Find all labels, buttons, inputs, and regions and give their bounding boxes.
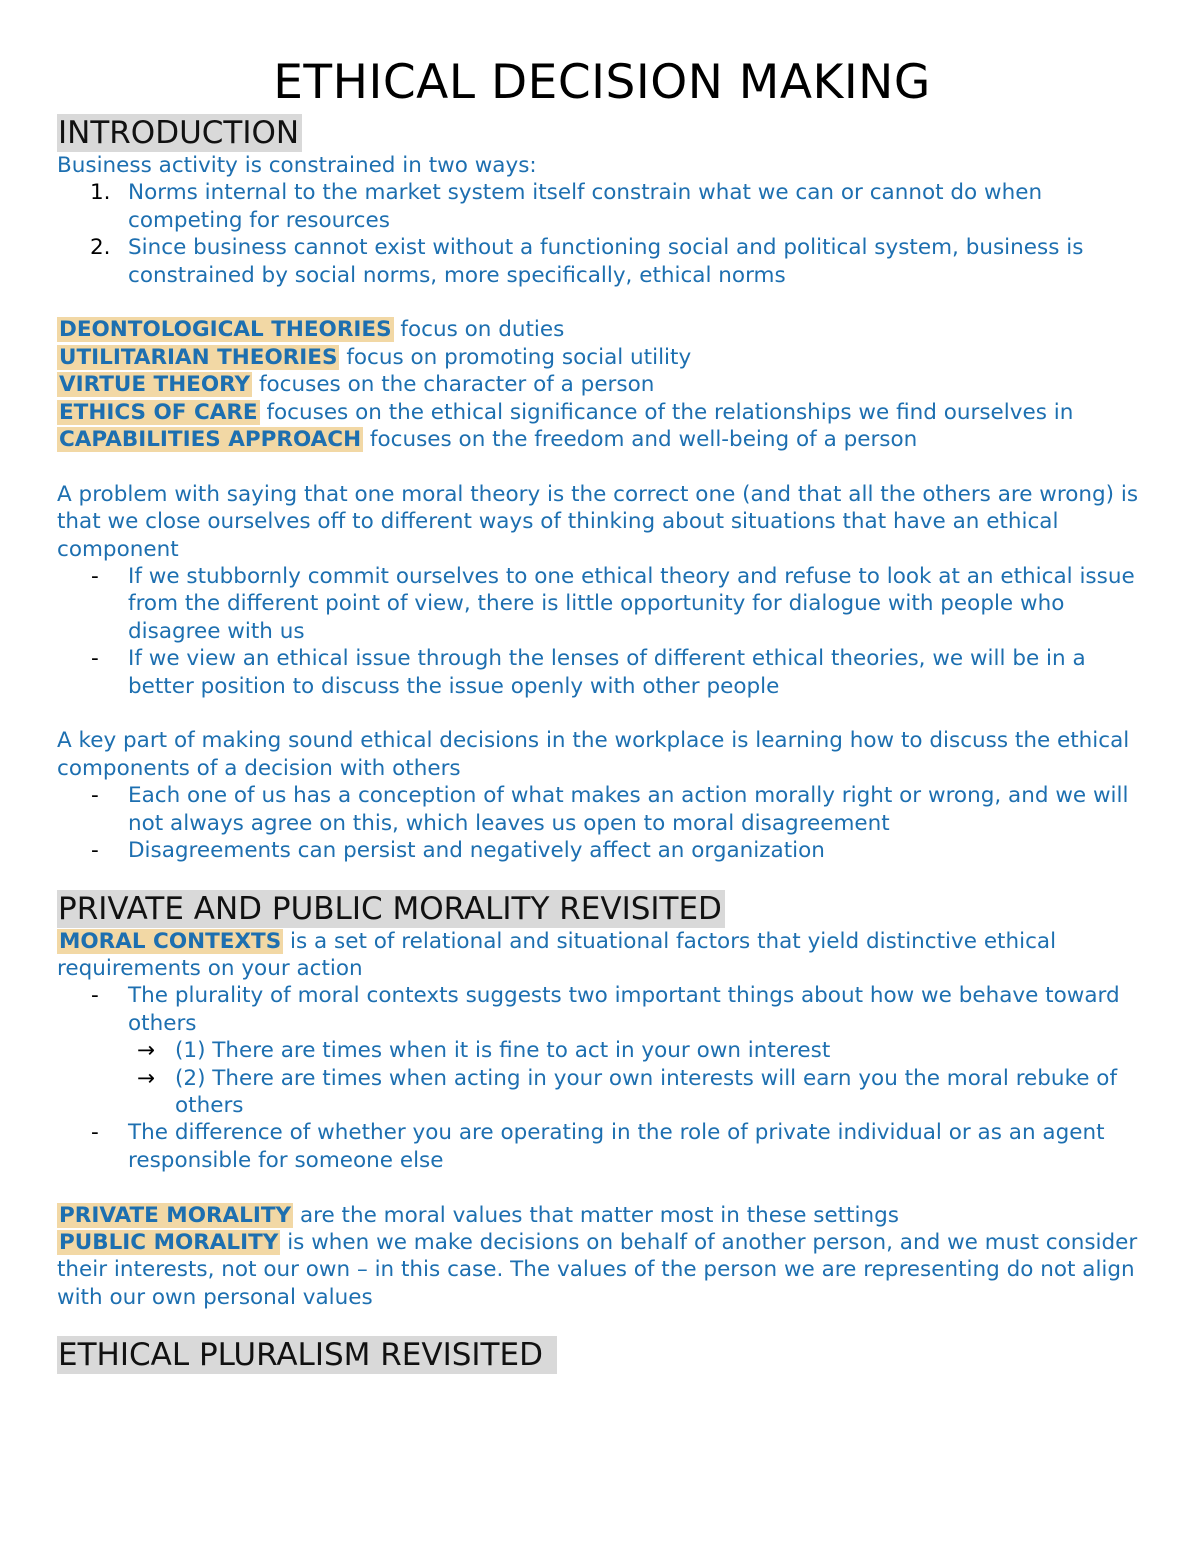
list-item-text: Disagreements can persist and negatively affect an organization: [128, 838, 825, 864]
problem-bullets: [57, 563, 1147, 700]
term-highlight: VIRTUE THEORY: [59, 372, 251, 398]
theory-definition: [57, 371, 1147, 398]
list-item: [57, 782, 1147, 837]
term-highlight: DEONTOLOGICAL THEORIES: [59, 317, 392, 343]
intro-lead: Business activity is constrained in two ways:: [57, 153, 537, 178]
term-highlight: MORAL CONTEXTS: [59, 928, 282, 954]
list-item-text: The difference of whether you are operating in the role of private individual or as an agent responsible for someone else: [128, 1120, 1105, 1173]
key-bullets: [57, 782, 1147, 864]
list-item-text: Norms internal to the market system itself constrain what we can or cannot do when competing for resources: [128, 180, 1043, 233]
arrow-icon: →: [137, 1065, 156, 1091]
term-description: focuses on the character of a person: [252, 372, 655, 398]
key-part-paragraph: A key part of making sound ethical decisions in the workplace is learning how to discuss the ethical components of a decision with others: [57, 728, 1130, 781]
term-description: is when we make decisions on behalf of another person, and we must consider their interests, not our own – in this case. The values of the person we are representing do not align with our own personal values: [57, 1229, 1138, 1310]
list-number: 1.: [90, 180, 111, 206]
moral-contexts-bullets-2: [57, 1119, 1147, 1174]
theory-definition: [57, 399, 1147, 426]
term-description: focuses on the freedom and well-being of a person: [363, 427, 918, 453]
list-item: [57, 645, 1147, 700]
dash-marker: -: [91, 983, 99, 1009]
constraints-list: [57, 179, 1147, 289]
dash-marker: -: [91, 646, 99, 672]
theory-definition: [57, 426, 1147, 453]
list-item-text: If we stubbornly commit ourselves to one ethical theory and refuse to look at an ethical issue from the different point of view, there is little opportunity for dialogue with people who disagree with us: [128, 564, 1135, 644]
term-highlight: PUBLIC MORALITY: [59, 1229, 279, 1255]
term-highlight: PRIVATE MORALITY: [59, 1202, 292, 1228]
theory-definition: [57, 344, 1147, 371]
term-description: focuses on the ethical significance of the relationships we find ourselves in: [259, 399, 1074, 425]
list-item: [57, 563, 1147, 645]
section-heading-private-public: PRIVATE AND PUBLIC MORALITY REVISITED: [57, 890, 725, 928]
arrow-icon: →: [137, 1038, 156, 1064]
term-description: are the moral values that matter most in these settings: [293, 1202, 900, 1228]
page-title: ETHICAL DECISION MAKING: [273, 55, 931, 110]
list-item-text: (1) There are times when it is fine to act in your own interest: [175, 1038, 831, 1064]
arrow-sub-bullets: [57, 1037, 1147, 1119]
list-item: [57, 1065, 1147, 1120]
dash-marker: -: [91, 838, 99, 864]
term-description: focus on duties: [393, 317, 565, 343]
list-item-text: The plurality of moral contexts suggests two important things about how we behave toward others: [128, 983, 1120, 1036]
problem-paragraph: A problem with saying that one moral theory is the correct one (and that all the others are wrong) is that we close ourselves off to different ways of thinking about situations that have an ethical component: [57, 481, 1139, 562]
list-item: [57, 234, 1147, 289]
list-item-text: Since business cannot exist without a functioning social and political system, business is constrained by social norms, more specifically, ethical norms: [128, 235, 1084, 288]
dash-marker: -: [91, 564, 99, 590]
term-description: is a set of relational and situational factors that yield distinctive ethical requirements on your action: [57, 928, 1057, 981]
document-content: [57, 52, 1147, 1374]
term-highlight: UTILITARIAN THEORIES: [59, 344, 338, 370]
section-heading-pluralism: ETHICAL PLURALISM REVISITED: [57, 1336, 557, 1374]
moral-contexts-bullets: [57, 982, 1147, 1037]
list-item: [57, 837, 1147, 864]
dash-marker: -: [91, 1120, 99, 1146]
list-item-text: If we view an ethical issue through the lenses of different ethical theories, we will be in a better position to discuss the issue openly with other people: [128, 646, 1086, 699]
list-item: [57, 982, 1147, 1037]
list-item-text: (2) There are times when acting in your own interests will earn you the moral rebuke of others: [175, 1065, 1118, 1118]
list-item: [57, 179, 1147, 234]
list-item: [57, 1119, 1147, 1174]
list-item: [57, 1037, 1147, 1064]
section-heading-introduction: INTRODUCTION: [57, 114, 302, 152]
private-morality-definition: [57, 1202, 1147, 1229]
term-description: focus on promoting social utility: [339, 344, 692, 370]
dash-marker: -: [91, 783, 99, 809]
public-morality-definition: [57, 1229, 1147, 1311]
list-number: 2.: [90, 235, 111, 261]
term-highlight: CAPABILITIES APPROACH: [59, 427, 362, 453]
term-highlight: ETHICS OF CARE: [59, 399, 258, 425]
moral-contexts-definition: [57, 928, 1147, 983]
theory-definition: [57, 316, 1147, 343]
list-item-text: Each one of us has a conception of what makes an action morally right or wrong, and we will not always agree on this, which leaves us open to moral disagreement: [128, 783, 1129, 836]
